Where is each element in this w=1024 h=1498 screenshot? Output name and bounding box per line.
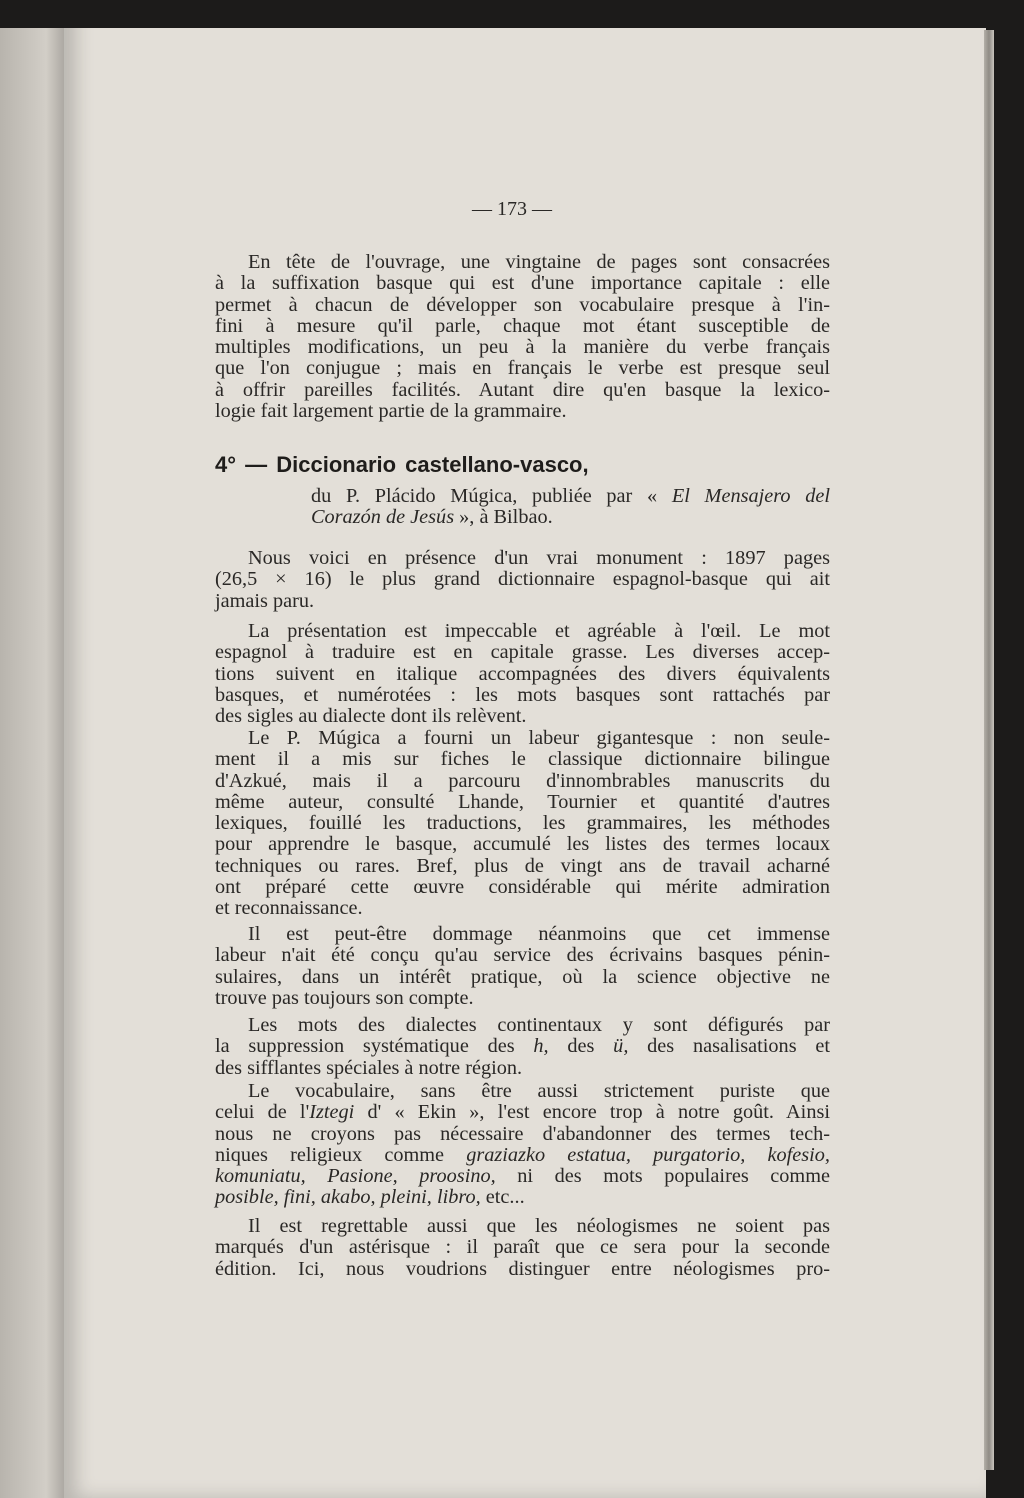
text-line xyxy=(215,1124,830,1145)
text-segment: jamais paru. xyxy=(215,589,315,612)
text-line xyxy=(215,273,830,294)
text-line xyxy=(215,295,830,316)
text-line xyxy=(215,548,830,569)
text-segment: En tête de l'ouvrage, une vingtaine de pages sont consacrées xyxy=(248,251,830,273)
text-segment: lexiques, fouillé les traductions, les grammaires, les méthodes xyxy=(215,812,830,835)
text-segment: espagnol à traduire est en capitale grasse. Les diverses accep- xyxy=(215,641,830,664)
text-line xyxy=(215,967,830,988)
text-line xyxy=(215,706,830,727)
text-segment: sulaires, dans un intérêt pratique, où la science objective ne xyxy=(215,965,830,988)
text-segment: Il est regrettable aussi que les néologismes ne soient pas xyxy=(248,1215,830,1237)
text-segment: logie fait largement partie de la grammaire. xyxy=(215,400,567,423)
text-segment: que l'on conjugue ; mais en français le verbe est presque seul xyxy=(215,357,830,380)
italic-text: komuniatu, Pasione, proosino, xyxy=(215,1165,496,1188)
paragraph xyxy=(215,252,830,422)
text-segment: fini à mesure qu'il parle, chaque mot étant susceptible de xyxy=(215,314,830,337)
paragraph xyxy=(215,924,830,1009)
text-line xyxy=(215,877,830,898)
paragraph xyxy=(215,1081,830,1209)
text-segment: d'Azkué, mais il a parcouru d'innombrables manuscrits du xyxy=(215,769,830,792)
text-segment: multiples modifications, un peu à la manière du verbe français xyxy=(215,336,830,359)
text-line xyxy=(215,1216,830,1237)
text-line xyxy=(215,380,830,401)
text-line xyxy=(215,749,830,770)
text-line xyxy=(215,834,830,855)
section-heading: 4° — Diccionario castellano-vasco, xyxy=(215,452,589,477)
text-line xyxy=(215,813,830,834)
text-line xyxy=(215,1058,830,1079)
text-segment: d' « Ekin », l'est encore trop à notre goût. Ainsi xyxy=(354,1101,830,1124)
italic-text: h, xyxy=(533,1035,549,1058)
text-line xyxy=(215,685,830,706)
text-line xyxy=(215,1259,830,1280)
text-segment: basques, et numérotées : les mots basques sont rattachés par xyxy=(215,683,830,706)
text-segment: nous ne croyons pas nécessaire d'abandonner des termes tech- xyxy=(215,1122,830,1145)
page-number: — 173 — xyxy=(472,198,552,220)
paragraph xyxy=(215,621,830,727)
text-line xyxy=(215,621,830,642)
text-segment: trouve pas toujours son compte. xyxy=(215,986,474,1009)
text-segment: des nasalisations et xyxy=(628,1035,830,1058)
text-line xyxy=(215,569,830,590)
section-subtitle xyxy=(311,486,830,529)
text-line xyxy=(215,771,830,792)
text-segment: Le P. Múgica a fourni un labeur gigantesque : non seule- xyxy=(248,727,830,749)
text-segment: labeur n'ait été conçu qu'au service des écrivains basques pénin- xyxy=(215,944,830,967)
text-line xyxy=(215,792,830,813)
text-segment: Il est peut-être dommage néanmoins que cet immense xyxy=(248,923,830,945)
text-line xyxy=(215,252,830,273)
text-segment: des sifflantes spéciales à notre région. xyxy=(215,1056,523,1079)
text-segment: ni des mots populaires comme xyxy=(495,1165,830,1188)
text-segment: la suppression systématique des xyxy=(215,1035,534,1058)
italic-text: Iztegi xyxy=(309,1101,355,1124)
text-segment: à la suffixation basque qui est d'une importance capitale : elle xyxy=(215,272,830,295)
text-line xyxy=(215,924,830,945)
text-segment: marqués d'un astérisque : il paraît que ce sera pour la seconde xyxy=(215,1236,830,1259)
text-segment: ment il a mis sur fiches le classique dictionnaire bilingue xyxy=(215,748,830,771)
text-line xyxy=(215,1036,830,1057)
text-line xyxy=(215,898,830,919)
text-segment: celui de l' xyxy=(215,1101,310,1124)
text-segment: Les mots des dialectes continentaux y sont défigurés par xyxy=(248,1014,830,1036)
text-line xyxy=(215,1015,830,1036)
text-line xyxy=(215,337,830,358)
text-line xyxy=(215,358,830,379)
text-segment: », à Bilbao. xyxy=(454,506,553,529)
text-line xyxy=(215,856,830,877)
text-segment: à offrir pareilles facilités. Autant dire qu'en basque la lexico- xyxy=(215,378,830,401)
text-line xyxy=(215,1102,830,1123)
text-line xyxy=(311,486,830,507)
text-segment: Nous voici en présence d'un vrai monument : 1897 pages xyxy=(248,547,830,569)
text-line xyxy=(215,642,830,663)
text-segment: des xyxy=(548,1035,614,1058)
text-segment: des sigles au dialecte dont ils relèvent. xyxy=(215,705,527,728)
italic-text: Corazón de Jesús xyxy=(311,506,455,529)
text-line xyxy=(311,507,830,528)
text-segment: La présentation est impeccable et agréable à l'œil. Le mot xyxy=(248,620,830,642)
paragraph xyxy=(215,548,830,612)
text-line xyxy=(215,945,830,966)
text-segment: etc... xyxy=(480,1186,525,1209)
page-stack-edge xyxy=(984,30,994,1470)
text-segment: (26,5 × 16) le plus grand dictionnaire espagnol-basque qui ait xyxy=(215,568,830,591)
paragraph xyxy=(215,1216,830,1280)
text-segment: niques religieux comme xyxy=(215,1143,467,1166)
text-line xyxy=(215,988,830,1009)
text-segment: édition. Ici, nous voudrions distinguer entre néologismes pro- xyxy=(215,1257,830,1280)
text-line xyxy=(215,1145,830,1166)
text-line xyxy=(215,1166,830,1187)
text-segment: du P. Plácido Múgica, publiée par « xyxy=(311,485,672,507)
facing-page-edge xyxy=(0,0,66,1498)
text-segment: ont préparé cette œuvre considérable qui mérite admiration xyxy=(215,876,830,899)
text-segment: Le vocabulaire, sans être aussi strictement puriste que xyxy=(248,1080,830,1102)
text-line xyxy=(215,664,830,685)
paragraph xyxy=(215,1015,830,1079)
text-line xyxy=(215,401,830,422)
text-segment: techniques ou rares. Bref, plus de vingt ans de travail acharné xyxy=(215,854,830,877)
text-segment: pour apprendre le basque, accumulé les listes des termes locaux xyxy=(215,833,830,856)
scan-background xyxy=(0,0,1024,28)
text-segment: permet à chacun de développer son vocabulaire presque à l'in- xyxy=(215,293,830,316)
text-line xyxy=(215,591,830,612)
italic-text: El Mensajero del xyxy=(671,485,830,507)
italic-text: graziazko estatua, purgatorio, kofesio, xyxy=(466,1143,830,1166)
italic-text: ü, xyxy=(613,1035,629,1058)
text-line xyxy=(215,1237,830,1258)
text-line xyxy=(215,1187,830,1208)
text-segment: et reconnaissance. xyxy=(215,897,363,920)
text-segment: même auteur, consulté Lhande, Tournier et quantité d'autres xyxy=(215,790,830,813)
text-line xyxy=(215,1081,830,1102)
italic-text: posible, fini, akabo, pleini, libro, xyxy=(215,1186,481,1209)
text-segment: tions suivent en italique accompagnées des divers équivalents xyxy=(215,662,830,685)
text-line xyxy=(215,728,830,749)
text-line xyxy=(215,316,830,337)
paragraph xyxy=(215,728,830,920)
